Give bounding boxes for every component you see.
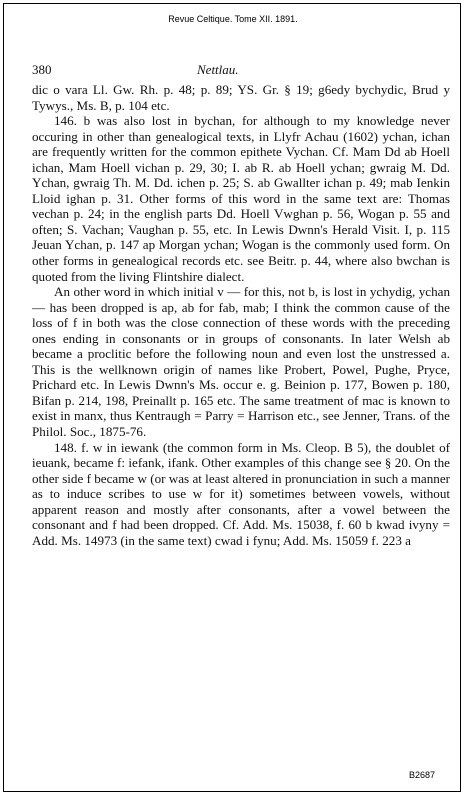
journal-header: Revue Celtique. Tome XII. 1891.: [168, 14, 298, 24]
author-name: Nettlau.: [197, 62, 239, 77]
paragraph-146: 146. b was also lost in bychan, for although to my knowledge never occuring in other than genealogical texts, in Llyfr Achau (1602) ychan, ichan are frequently written for the common epithete Vychan. Cf. Mam Dd ab Hoell ichan, Mam Hoell vichan p. 29, 30; I. ab R. ab Hoell ychan; gwraig M. Dd. Ychan, gwraig Th. M. Dd. ichen p. 25; S. ab Gwallter ichan p. 49; mab Ienkin Lloid ighan p. 31. Other forms of this word in the same text are: Thomas vechan p. 24; in the english parts Dd. Hoell Vwghan p. 56, Wogan p. 55 and often; S. Vachan; Vaughan p. 55, etc. In Lewis Dwnn's Herald Visit. I, p. 115 Jeuan Ychan, p. 147 ap Morgan ychan; Wogan is the commonly used form. On other forms in genealogical records etc. see Beitr. p. 44, where also bwchan is quoted from the living Flintshire dialect.: [32, 113, 450, 284]
page-frame: [3, 3, 461, 792]
paragraph-148: 148. f. w in iewank (the common form in Ms. Cleop. B 5), the doublet of ieuank, became f: iefank, ifank. Other examples of this change see § 20. On the other side f became w (or was at least altered in pronunciation in such a manner as to induce scribes to use w for it) sometimes between vowels, without apparent reason and mostly after consonants, after a vowel between the consonant and f had been dropped. Cf. Add. Ms. 15038, f. 60 b kwad ivyny = Add. Ms. 14973 (in the same text) cwad i fynu; Add. Ms. 15059 f. 223 a: [32, 439, 450, 548]
body-text: [32, 82, 450, 548]
paragraph-continuation: dic o vara Ll. Gw. Rh. p. 48; p. 89; YS. Gr. § 19; g6edy bychydic, Brud y Tywys., Ms. B, p. 104 etc.: [32, 82, 450, 113]
footer-code: B2687: [409, 770, 436, 780]
paragraph-ap-ab: An other word in which initial v — for this, not b, is lost in ychydig, ychan — has been dropped is ap, ab for fab, mab; I think the common cause of the loss of f in both was the close connection of these words with the preceding ones ending in consonants or in groups of consonants. In later Welsh ab became a proclitic before the following noun and even lost the unstressed a. This is the wellknown origin of names like Probert, Powel, Pughe, Pryce, Prichard etc. In Lewis Dwnn's Ms. occur e. g. Beinion p. 177, Bowen p. 180, Bifan p. 214, 198, Preinallt p. 165 etc. The same treatment of mac is known to exist in manx, thus Kentraugh = Parry = Harrison etc., see Jenner, Trans. of the Philol. Soc., 1875-76.: [32, 284, 450, 440]
page-number: 380: [32, 62, 52, 77]
